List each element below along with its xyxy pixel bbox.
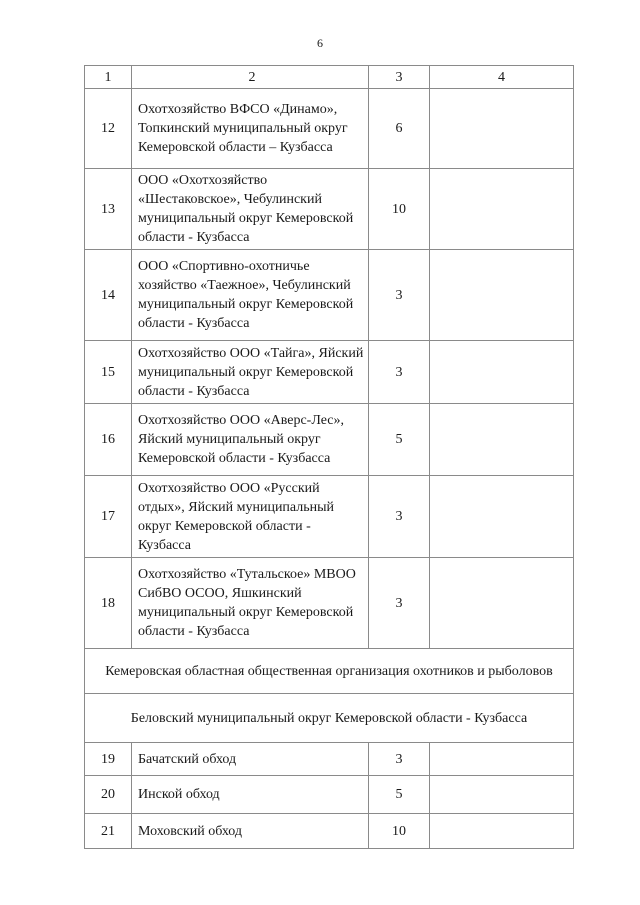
- row-name: ООО «Охотхозяйство «Шестаковское», Чебулинский муниципальный округ Кемеровской области - Кузбасса: [132, 169, 369, 250]
- row-quantity: 10: [369, 169, 430, 250]
- row-number: 17: [85, 476, 132, 558]
- row-number: 14: [85, 250, 132, 341]
- row-number: 18: [85, 558, 132, 649]
- row-quantity: 6: [369, 89, 430, 169]
- row-name: Охотхозяйство ООО «Аверс-Лес», Яйский муниципальный округ Кемеровской области - Кузбасса: [132, 404, 369, 476]
- row-quantity: 3: [369, 250, 430, 341]
- row-note: [430, 89, 574, 169]
- header-cell-4: 4: [430, 66, 574, 89]
- row-name: Охотхозяйство ООО «Русский отдых», Яйский муниципальный округ Кемеровской области - Кузбасса: [132, 476, 369, 558]
- row-number: 12: [85, 89, 132, 169]
- row-note: [430, 558, 574, 649]
- row-number: 13: [85, 169, 132, 250]
- table-header-row: [85, 66, 574, 89]
- row-quantity: 10: [369, 814, 430, 849]
- table-row: [85, 89, 574, 169]
- page-number: 6: [317, 36, 323, 50]
- row-name: Моховский обход: [132, 814, 369, 849]
- section-district: Беловский муниципальный округ Кемеровской области - Кузбасса: [85, 694, 574, 743]
- row-name: Охотхозяйство ООО «Тайга», Яйский муниципальный округ Кемеровской области - Кузбасса: [132, 341, 369, 404]
- row-number: 21: [85, 814, 132, 849]
- row-quantity: 5: [369, 404, 430, 476]
- table-row: [85, 743, 574, 776]
- row-note: [430, 404, 574, 476]
- row-name: ООО «Спортивно-охотничье хозяйство «Таежное», Чебулинский муниципальный округ Кемеровской области - Кузбасса: [132, 250, 369, 341]
- document-table: [84, 65, 574, 849]
- row-quantity: 5: [369, 776, 430, 814]
- table-row: [85, 404, 574, 476]
- row-note: [430, 743, 574, 776]
- header-cell-2: 2: [132, 66, 369, 89]
- row-number: 16: [85, 404, 132, 476]
- row-note: [430, 250, 574, 341]
- row-number: 15: [85, 341, 132, 404]
- section-heading-row: [85, 649, 574, 694]
- section-heading-row: [85, 694, 574, 743]
- row-note: [430, 341, 574, 404]
- row-quantity: 3: [369, 558, 430, 649]
- table-row: [85, 341, 574, 404]
- row-quantity: 3: [369, 476, 430, 558]
- table-row: [85, 169, 574, 250]
- table-row: [85, 476, 574, 558]
- row-note: [430, 814, 574, 849]
- row-name: Охотхозяйство ВФСО «Динамо», Топкинский муниципальный округ Кемеровской области – Кузбасса: [132, 89, 369, 169]
- row-note: [430, 169, 574, 250]
- row-number: 20: [85, 776, 132, 814]
- header-cell-3: 3: [369, 66, 430, 89]
- table-row: [85, 776, 574, 814]
- row-note: [430, 776, 574, 814]
- section-organization: Кемеровская областная общественная организация охотников и рыболовов: [85, 649, 574, 694]
- row-number: 19: [85, 743, 132, 776]
- table-row: [85, 250, 574, 341]
- row-note: [430, 476, 574, 558]
- table-row: [85, 814, 574, 849]
- row-name: Бачатский обход: [132, 743, 369, 776]
- row-name: Инской обход: [132, 776, 369, 814]
- header-cell-1: 1: [85, 66, 132, 89]
- row-quantity: 3: [369, 341, 430, 404]
- table-row: [85, 558, 574, 649]
- row-name: Охотхозяйство «Тутальское» МВОО СибВО ОСОО, Яшкинский муниципальный округ Кемеровской области - Кузбасса: [132, 558, 369, 649]
- row-quantity: 3: [369, 743, 430, 776]
